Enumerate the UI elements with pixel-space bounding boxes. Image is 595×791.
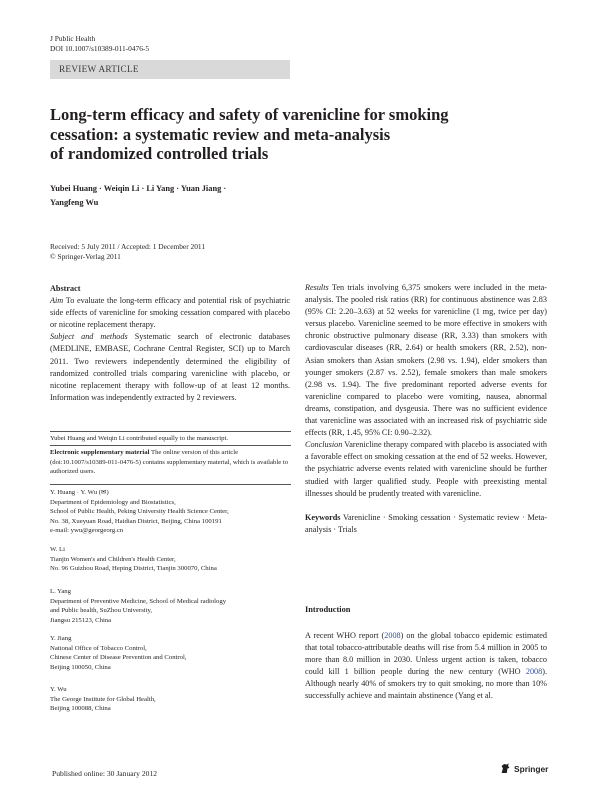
section-label: REVIEW ARTICLE: [59, 64, 139, 74]
affiliation: [50, 587, 291, 625]
abstract-right: [305, 282, 547, 536]
footnote-esm: [50, 448, 291, 477]
received-accepted: Received: 5 July 2011 / Accepted: 1 December 2011: [50, 242, 206, 251]
conclusion-label: Conclusion: [305, 440, 343, 450]
affiliation: [50, 685, 291, 714]
methods-label: Subject and methods: [50, 332, 128, 342]
affiliation-line: and Public health, SuZhou University,: [50, 607, 153, 614]
affiliation: [50, 488, 291, 536]
article-dates: [50, 242, 205, 263]
affiliation-line: Y. Jiang: [50, 635, 72, 642]
affiliation-line: The George Institute for Global Health,: [50, 695, 156, 703]
intro-text: A recent WHO report (: [305, 631, 385, 640]
affiliation-line: Jiangsu 215123, China: [50, 616, 112, 624]
springer-horse-icon: [499, 762, 512, 775]
affiliation-line: Y. Wu: [50, 686, 67, 693]
intro-text: ) on the global tobacco epidemic estimated that total tobacco-attributable deaths will rise from 5.4 million in 2005 to more than 8.0 million in 2030. Unless urgent action is taken, tobacco could kill 1 billion people during the new century (WHO: [305, 631, 547, 677]
footnote-rule: [50, 445, 291, 446]
affiliation-line: No. 38, Xueyuan Road, Haidian District, Beijing, China 100191: [50, 517, 222, 525]
abstract-results: [305, 282, 547, 439]
abstract-aim: [50, 295, 290, 331]
affiliation-line: W. Li: [50, 546, 65, 553]
affiliation-line: Beijing 100088, China: [50, 705, 111, 712]
keywords: [305, 512, 547, 536]
affiliation-line: Y. Huang · Y. Wu (✉): [50, 489, 109, 496]
aim-label: Aim: [50, 296, 64, 306]
esm-label: Electronic supplementary material: [50, 449, 150, 456]
introduction-heading: Introduction: [305, 605, 351, 614]
methods-text: Systematic search of electronic databases (MEDLINE, EMBASE, Cochrane Central Register, SCI) up to March 2011. Two reviewers independently determined the eligibility of randomized controlled trials comparing varenicline with placebo, or nicotine replacement therapy with follow-up of at least 12 months. Information was independently extracted by 2 reviewers.: [50, 332, 291, 402]
article-title: [50, 105, 490, 164]
affiliation-line: Chinese Center of Disease Prevention and Control,: [50, 654, 187, 661]
footnote-equal: Yubei Huang and Weiqin Li contributed equally to the manuscript.: [50, 435, 228, 442]
abstract-methods: [50, 331, 290, 404]
citation-link[interactable]: 2008: [525, 667, 543, 677]
affiliation-line: L. Yang: [50, 588, 71, 595]
affiliation-line: National Office of Tobacco Control,: [50, 644, 147, 652]
abstract-conclusion: [305, 439, 547, 499]
affiliation-line: Department of Epidemiology and Biostatistics,: [50, 498, 176, 506]
conclusion-text: Varenicline therapy compared with placebo is associated with a favorable effect on smoking cessation at the end of 52 weeks. However, the psychiatric adverse events related with varenicline should be further studied with larger qualified study. People with preexisting mental illnesses should be prudently treated with varenicline.: [305, 440, 547, 498]
aim-text: To evaluate the long-term efficacy and potential risk of psychiatric side effects of varenicline for smoking cessation compared with placebo or nicotine replacement therapy.: [50, 296, 290, 330]
title-line: cessation: a systematic review and meta-analysis: [50, 124, 391, 144]
esm-text: The online version of this article (doi:10.1007/s10389-011-0476-5) contains supplementary material, which is available to authorized users.: [50, 449, 289, 475]
affiliation: [50, 634, 291, 672]
journal-info: [50, 34, 149, 55]
results-text: Ten trials involving 6,375 smokers were included in the meta-analysis. The pooled risk ratios (RR) for continuous abstinence was 2.83 (95% CI: 2.20–3.63) at 52 weeks for varenicline (1 mg, twice per day) versus placebo. Varenicline seemed to be more effective in smokers with chronic obstructive pulmonary disease (RR, 3.33) than smokers with cardiovascular diseases (RR, 2.64) or health smokers (RR, 2.52), non-Asian smokers than Asian smokers (2.98 vs. 1.94), elder smokers than younger smokers (2.87 vs. 2.52), female smokers than male smokers (2.98 vs. 1.94). The five predominant reported adverse events for varenicline compared to placebo were vomiting, nausea, abnormal dreams, constipation, and dysgeusia. There was no sufficient evidence that varenicline was associated with an increased risk of psychiatric side effects (RR, 1.45, 95% CI: 0.90–2.32).: [305, 283, 547, 438]
journal-name: J Public Health: [50, 34, 96, 43]
email-link[interactable]: e-mail: ywu@georgeorg.cn: [50, 527, 124, 534]
published-online: Published online: 30 January 2012: [52, 769, 158, 778]
abstract-left: [50, 283, 290, 404]
abstract-heading: Abstract: [50, 284, 81, 293]
copyright: © Springer-Verlag 2011: [50, 252, 121, 262]
publisher-name: Springer: [514, 763, 549, 774]
results-label: Results: [305, 283, 329, 292]
title-line: of randomized controlled trials: [50, 144, 269, 164]
publisher-logo: [499, 762, 548, 775]
introduction-paragraph: [305, 630, 547, 703]
affiliation: [50, 545, 291, 574]
authors-line: Yubei Huang · Weiqin Li · Li Yang · Yuan Jiang ·: [50, 184, 227, 193]
affiliation-line: No. 96 Guizhou Road, Heping District, Tianjin 300070, China: [50, 565, 217, 572]
footnote-rule: [50, 431, 291, 432]
intro-text: ). Although nearly 40% of smokers try to quit smoking, no more than 10% successfully achieve and maintain abstinence (Yang et al.: [305, 667, 547, 701]
affiliation-line: Department of Preventive Medicine, School of Medical radiology: [50, 597, 227, 605]
affiliation-line: School of Public Health, Peking University Health Science Center,: [50, 508, 229, 515]
footnote-rule: [50, 484, 291, 485]
affiliation-line: Tianjin Women's and Children's Health Center,: [50, 555, 176, 563]
author-list: [50, 182, 350, 209]
section-banner: [50, 60, 290, 79]
authors-line: Yangfeng Wu: [50, 197, 99, 207]
keywords-label: Keywords: [305, 512, 341, 522]
journal-doi: DOI 10.1007/s10389-011-0476-5: [50, 44, 150, 54]
citation-link[interactable]: 2008: [384, 631, 401, 640]
title-line: Long-term efficacy and safety of varenicline for smoking: [50, 105, 449, 124]
affiliation-line: Beijing 100050, China: [50, 663, 111, 671]
keywords-text: Varenicline · Smoking cessation · Systematic review · Meta-analysis · Trials: [305, 512, 548, 534]
